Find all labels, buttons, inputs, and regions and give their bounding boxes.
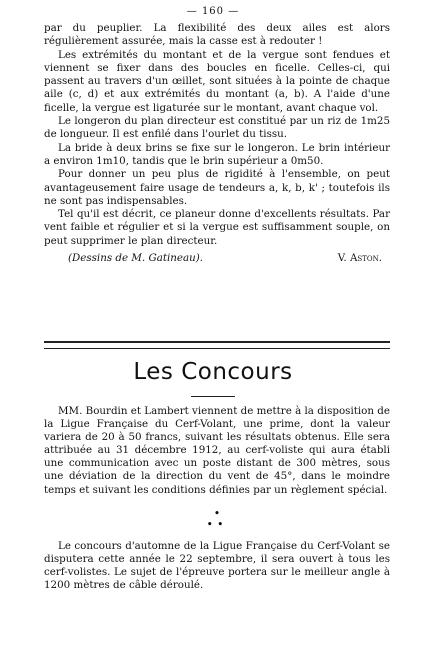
ornament-dot-top: •	[213, 506, 221, 520]
title-underline	[191, 396, 235, 397]
article-paragraph: Pour donner un peu plus de rigidité à l'ensemble, on peut avantageusement faire usage de tendeurs a, k, b, k' ; toutefois ils ne sont pas indispensables.	[44, 168, 390, 207]
article-paragraph: La bride à deux brins se fixe sur le longeron. Le brin intérieur a environ 1m10, tandis que le brin supérieur a 0m50.	[44, 141, 390, 167]
page-number: — 160 —	[186, 6, 240, 17]
article-signature	[44, 252, 390, 265]
contest-paragraph: Le concours d'automne de la Ligue Française du Cerf-Volant se disputera cette année le 22 septembre, il sera ouvert à tous les cerf-volistes. Le sujet de l'épreuve portera sur le meilleur angle à 1200 mètres de câble déroulé.	[44, 539, 390, 591]
drawings-credit: (Dessins de M. Gatineau).	[68, 252, 204, 265]
article-paragraph: Le longeron du plan directeur est constitué par un riz de 1m25 de longueur. Il est enfilé dans l'ourlet du tissu.	[44, 115, 390, 141]
ornament-dots-bottom: ••	[206, 517, 228, 531]
article-author: V. Aston.	[337, 252, 382, 265]
article-paragraph: par du peuplier. La flexibilité des deux ailes est alors régulièrement assurée, mais la casse est à redouter !	[44, 22, 390, 48]
section-divider	[44, 341, 390, 349]
section-title: Les Concours	[133, 359, 293, 385]
contest-paragraph: MM. Bourdin et Lambert viennent de mettre à la disposition de la Ligue Française du Cerf-Volant, une prime, dont la valeur variera de 20 à 50 francs, suivant les résultats obtenus. Elle sera attribuée au 31 décembre 1912, au cerf-voliste qui aura établi une communication avec un poste distant de 300 mètres, sous une déviation de la direction du vent de 45°, dans le moindre temps et suivant les conditions définies par un règlement spécial.	[44, 405, 390, 496]
article-paragraph: Les extrémités du montant et de la vergue sont fendues et viennent se fixer dans des boucles en ficelle. Celles-ci, qui passent au travers d'un œillet, sont situées à la pointe de chaque aile (c, d) et aux extrémités du montant (a, b). A l'aide d'une ficelle, la vergue est ligaturée sur le montant, avant chaque vol.	[44, 48, 390, 114]
contests-section	[44, 405, 390, 592]
ornament-separator	[44, 508, 390, 530]
article-paragraph: Tel qu'il est décrit, ce planeur donne d'excellents résultats. Par vent faible et régulier et si la vergue est suffisamment souple, on peut supprimer le plan directeur.	[44, 208, 390, 247]
kite-article-continuation	[44, 22, 390, 265]
